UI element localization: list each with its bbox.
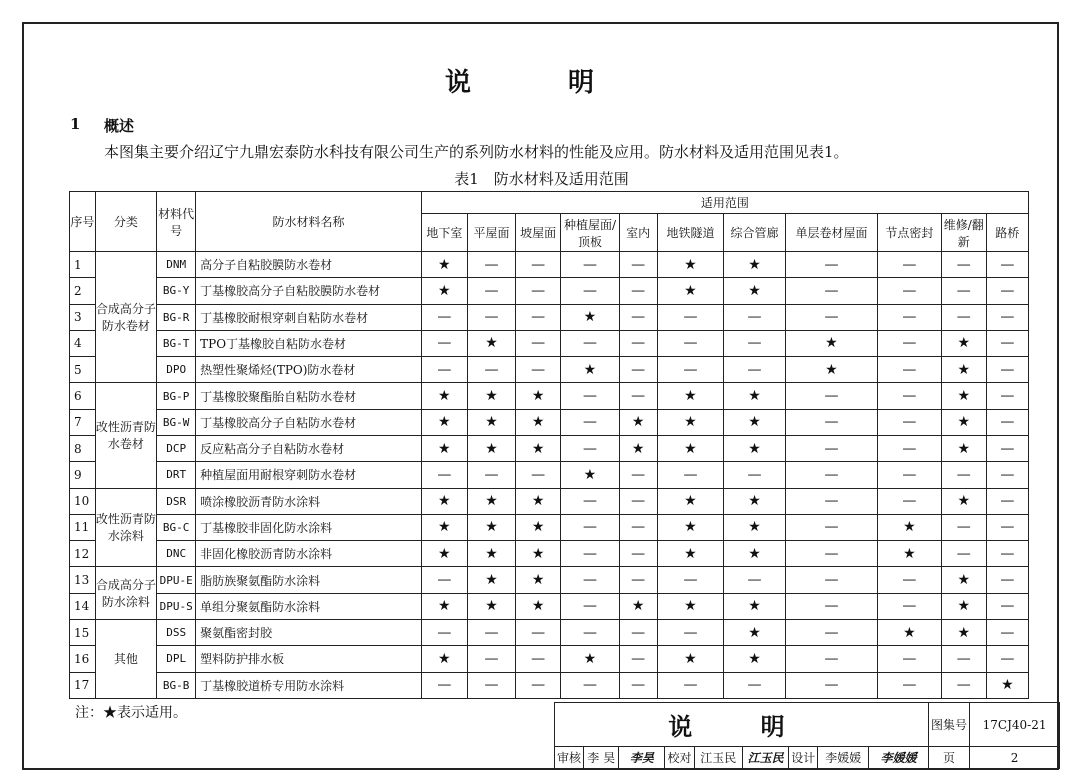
not-applicable-dash: —: [657, 619, 724, 645]
row-category: 合成高分子防水卷材: [95, 252, 157, 383]
not-applicable-dash: —: [467, 646, 515, 672]
not-applicable-dash: —: [421, 330, 467, 356]
not-applicable-dash: —: [878, 593, 942, 619]
page-number: 2: [970, 747, 1060, 769]
not-applicable-dash: —: [986, 541, 1028, 567]
header-seq: 序号: [70, 192, 96, 252]
applicable-star-icon: ★: [467, 409, 515, 435]
row-material-name: 喷涂橡胶沥青防水涂料: [196, 488, 422, 514]
row-material-name: 丁基橡胶道桥专用防水涂料: [196, 672, 422, 699]
not-applicable-dash: —: [941, 304, 986, 330]
not-applicable-dash: —: [421, 462, 467, 488]
row-material-name: 种植屋面用耐根穿刺防水卷材: [196, 462, 422, 488]
not-applicable-dash: —: [878, 357, 942, 383]
not-applicable-dash: —: [516, 619, 561, 645]
not-applicable-dash: —: [785, 383, 877, 409]
not-applicable-dash: —: [421, 672, 467, 699]
row-category: 合成高分子防水涂料: [95, 567, 157, 620]
not-applicable-dash: —: [986, 593, 1028, 619]
table-row: [70, 567, 1029, 593]
not-applicable-dash: —: [516, 252, 561, 278]
not-applicable-dash: —: [516, 330, 561, 356]
applicable-star-icon: ★: [467, 383, 515, 409]
table-row: [70, 252, 1029, 278]
applicable-star-icon: ★: [941, 383, 986, 409]
applicable-star-icon: ★: [724, 646, 786, 672]
row-material-name: 脂肪族聚氨酯防水涂料: [196, 567, 422, 593]
row-material-name: 热塑性聚烯烃(TPO)防水卷材: [196, 357, 422, 383]
row-code: BG-C: [157, 514, 196, 540]
applicable-star-icon: ★: [516, 435, 561, 461]
applicable-star-icon: ★: [421, 488, 467, 514]
table-row: [70, 435, 1029, 461]
row-seq: 16: [70, 646, 96, 672]
not-applicable-dash: —: [619, 304, 657, 330]
table-row: [70, 330, 1029, 356]
applicable-star-icon: ★: [421, 541, 467, 567]
not-applicable-dash: —: [986, 252, 1028, 278]
row-code: DPU-E: [157, 567, 196, 593]
applicable-star-icon: ★: [657, 252, 724, 278]
applicable-star-icon: ★: [724, 593, 786, 619]
row-seq: 10: [70, 488, 96, 514]
applicable-star-icon: ★: [878, 619, 942, 645]
not-applicable-dash: —: [657, 304, 724, 330]
row-seq: 3: [70, 304, 96, 330]
applicable-star-icon: ★: [467, 514, 515, 540]
row-material-name: 单组分聚氨酯防水涂料: [196, 593, 422, 619]
row-seq: 15: [70, 619, 96, 645]
header-scope-1: 平屋面: [467, 214, 515, 252]
check-label: 校对: [665, 747, 694, 769]
not-applicable-dash: —: [467, 672, 515, 699]
not-applicable-dash: —: [878, 278, 942, 304]
applicable-star-icon: ★: [467, 435, 515, 461]
not-applicable-dash: —: [724, 357, 786, 383]
applicable-star-icon: ★: [467, 541, 515, 567]
not-applicable-dash: —: [878, 304, 942, 330]
not-applicable-dash: —: [941, 541, 986, 567]
applicable-star-icon: ★: [785, 357, 877, 383]
applicable-star-icon: ★: [724, 409, 786, 435]
not-applicable-dash: —: [619, 514, 657, 540]
applicable-star-icon: ★: [941, 409, 986, 435]
row-seq: 8: [70, 435, 96, 461]
not-applicable-dash: —: [619, 330, 657, 356]
not-applicable-dash: —: [561, 252, 619, 278]
not-applicable-dash: —: [561, 278, 619, 304]
applicable-star-icon: ★: [561, 646, 619, 672]
checker-signature: 江玉民: [743, 747, 789, 769]
materials-table: [69, 191, 1029, 699]
row-code: DNM: [157, 252, 196, 278]
not-applicable-dash: —: [878, 646, 942, 672]
not-applicable-dash: —: [986, 357, 1028, 383]
not-applicable-dash: —: [724, 330, 786, 356]
applicable-star-icon: ★: [657, 435, 724, 461]
table-row: [70, 672, 1029, 699]
not-applicable-dash: —: [785, 646, 877, 672]
applicable-star-icon: ★: [619, 435, 657, 461]
row-code: BG-Y: [157, 278, 196, 304]
not-applicable-dash: —: [657, 567, 724, 593]
applicable-star-icon: ★: [657, 488, 724, 514]
applicable-star-icon: ★: [941, 330, 986, 356]
row-code: BG-T: [157, 330, 196, 356]
table-note: 注：★表示适用。: [75, 705, 187, 721]
not-applicable-dash: —: [986, 567, 1028, 593]
row-code: BG-P: [157, 383, 196, 409]
applicable-star-icon: ★: [657, 514, 724, 540]
applicable-star-icon: ★: [878, 541, 942, 567]
not-applicable-dash: —: [785, 409, 877, 435]
not-applicable-dash: —: [561, 435, 619, 461]
title-block-title: 说 明: [555, 703, 929, 747]
not-applicable-dash: —: [785, 462, 877, 488]
not-applicable-dash: —: [561, 619, 619, 645]
row-material-name: 丁基橡胶高分子自粘防水卷材: [196, 409, 422, 435]
applicable-star-icon: ★: [467, 593, 515, 619]
not-applicable-dash: —: [724, 462, 786, 488]
not-applicable-dash: —: [878, 252, 942, 278]
not-applicable-dash: —: [878, 435, 942, 461]
not-applicable-dash: —: [986, 646, 1028, 672]
table-row: [70, 514, 1029, 540]
applicable-star-icon: ★: [619, 409, 657, 435]
not-applicable-dash: —: [516, 646, 561, 672]
header-scope-3: 种植屋面/顶板: [561, 214, 619, 252]
applicable-star-icon: ★: [941, 488, 986, 514]
applicable-star-icon: ★: [516, 383, 561, 409]
row-code: DRT: [157, 462, 196, 488]
header-scope: 适用范围: [421, 192, 1028, 214]
not-applicable-dash: —: [785, 619, 877, 645]
not-applicable-dash: —: [657, 357, 724, 383]
row-category: 其他: [95, 619, 157, 698]
applicable-star-icon: ★: [516, 488, 561, 514]
design-label: 设计: [789, 747, 818, 769]
not-applicable-dash: —: [878, 330, 942, 356]
not-applicable-dash: —: [561, 409, 619, 435]
applicable-star-icon: ★: [516, 593, 561, 619]
row-material-name: 高分子自粘胶膜防水卷材: [196, 252, 422, 278]
header-scope-4: 室内: [619, 214, 657, 252]
row-seq: 1: [70, 252, 96, 278]
table-row: [70, 383, 1029, 409]
not-applicable-dash: —: [421, 567, 467, 593]
not-applicable-dash: —: [561, 541, 619, 567]
applicable-star-icon: ★: [561, 462, 619, 488]
not-applicable-dash: —: [785, 252, 877, 278]
atlas-label: 图集号: [928, 703, 969, 747]
applicable-star-icon: ★: [941, 567, 986, 593]
applicable-star-icon: ★: [421, 514, 467, 540]
not-applicable-dash: —: [986, 619, 1028, 645]
row-seq: 14: [70, 593, 96, 619]
row-material-name: 聚氨酯密封胶: [196, 619, 422, 645]
not-applicable-dash: —: [619, 619, 657, 645]
applicable-star-icon: ★: [941, 619, 986, 645]
row-code: DPU-S: [157, 593, 196, 619]
not-applicable-dash: —: [619, 383, 657, 409]
applicable-star-icon: ★: [516, 567, 561, 593]
header-scope-6: 综合管廊: [724, 214, 786, 252]
not-applicable-dash: —: [421, 357, 467, 383]
not-applicable-dash: —: [941, 514, 986, 540]
applicable-star-icon: ★: [619, 593, 657, 619]
applicable-star-icon: ★: [724, 383, 786, 409]
applicable-star-icon: ★: [657, 278, 724, 304]
row-code: DCP: [157, 435, 196, 461]
not-applicable-dash: —: [619, 672, 657, 699]
header-scope-2: 坡屋面: [516, 214, 561, 252]
not-applicable-dash: —: [561, 514, 619, 540]
designer-signature: 李媛媛: [869, 747, 929, 769]
header-scope-9: 维修/翻新: [941, 214, 986, 252]
section-title: 概述: [104, 117, 135, 135]
reviewer-signature: 李昊: [619, 747, 665, 769]
not-applicable-dash: —: [785, 514, 877, 540]
applicable-star-icon: ★: [986, 672, 1028, 699]
applicable-star-icon: ★: [561, 304, 619, 330]
row-seq: 2: [70, 278, 96, 304]
applicable-star-icon: ★: [724, 541, 786, 567]
not-applicable-dash: —: [724, 304, 786, 330]
section-number: 1: [70, 115, 81, 133]
row-code: DSS: [157, 619, 196, 645]
not-applicable-dash: —: [561, 567, 619, 593]
not-applicable-dash: —: [724, 672, 786, 699]
not-applicable-dash: —: [467, 357, 515, 383]
applicable-star-icon: ★: [724, 514, 786, 540]
not-applicable-dash: —: [878, 567, 942, 593]
not-applicable-dash: —: [986, 330, 1028, 356]
applicable-star-icon: ★: [941, 435, 986, 461]
not-applicable-dash: —: [561, 672, 619, 699]
applicable-star-icon: ★: [516, 541, 561, 567]
not-applicable-dash: —: [467, 619, 515, 645]
applicable-star-icon: ★: [724, 488, 786, 514]
not-applicable-dash: —: [561, 383, 619, 409]
not-applicable-dash: —: [561, 488, 619, 514]
atlas-number: 17CJ40-21: [970, 703, 1060, 747]
table-row: [70, 541, 1029, 567]
applicable-star-icon: ★: [421, 435, 467, 461]
page-label: 页: [928, 747, 969, 769]
row-seq: 17: [70, 672, 96, 699]
not-applicable-dash: —: [941, 672, 986, 699]
not-applicable-dash: —: [785, 593, 877, 619]
page-title: 说 明: [444, 68, 639, 98]
applicable-star-icon: ★: [724, 619, 786, 645]
header-category: 分类: [95, 192, 157, 252]
not-applicable-dash: —: [657, 330, 724, 356]
row-seq: 11: [70, 514, 96, 540]
not-applicable-dash: —: [561, 593, 619, 619]
applicable-star-icon: ★: [467, 330, 515, 356]
applicable-star-icon: ★: [421, 593, 467, 619]
not-applicable-dash: —: [619, 646, 657, 672]
not-applicable-dash: —: [986, 383, 1028, 409]
applicable-star-icon: ★: [785, 330, 877, 356]
applicable-star-icon: ★: [516, 409, 561, 435]
row-material-name: 丁基橡胶耐根穿刺自粘防水卷材: [196, 304, 422, 330]
row-code: BG-W: [157, 409, 196, 435]
table-caption: 表1 防水材料及适用范围: [454, 170, 629, 188]
row-category: 改性沥青防水卷材: [95, 383, 157, 488]
header-scope-0: 地下室: [421, 214, 467, 252]
header-name: 防水材料名称: [196, 192, 422, 252]
not-applicable-dash: —: [785, 278, 877, 304]
not-applicable-dash: —: [724, 567, 786, 593]
header-scope-10: 路桥: [986, 214, 1028, 252]
row-code: BG-R: [157, 304, 196, 330]
applicable-star-icon: ★: [467, 488, 515, 514]
table-row: [70, 278, 1029, 304]
applicable-star-icon: ★: [516, 514, 561, 540]
table-row: [70, 462, 1029, 488]
applicable-star-icon: ★: [724, 435, 786, 461]
not-applicable-dash: —: [657, 672, 724, 699]
row-seq: 7: [70, 409, 96, 435]
not-applicable-dash: —: [421, 619, 467, 645]
table-row: [70, 593, 1029, 619]
not-applicable-dash: —: [619, 252, 657, 278]
applicable-star-icon: ★: [467, 567, 515, 593]
not-applicable-dash: —: [467, 462, 515, 488]
not-applicable-dash: —: [986, 488, 1028, 514]
row-code: DPL: [157, 646, 196, 672]
table-row: [70, 409, 1029, 435]
header-scope-7: 单层卷材屋面: [785, 214, 877, 252]
intro-paragraph: 本图集主要介绍辽宁九鼎宏泰防水科技有限公司生产的系列防水材料的性能及应用。防水材料及适用范围见表1。: [104, 143, 849, 161]
table-row: [70, 646, 1029, 672]
applicable-star-icon: ★: [421, 278, 467, 304]
row-seq: 5: [70, 357, 96, 383]
row-seq: 13: [70, 567, 96, 593]
not-applicable-dash: —: [785, 567, 877, 593]
title-block: [554, 702, 1060, 769]
row-category: 改性沥青防水涂料: [95, 488, 157, 567]
not-applicable-dash: —: [878, 409, 942, 435]
applicable-star-icon: ★: [421, 646, 467, 672]
not-applicable-dash: —: [986, 462, 1028, 488]
row-material-name: 丁基橡胶聚酯胎自粘防水卷材: [196, 383, 422, 409]
not-applicable-dash: —: [941, 278, 986, 304]
applicable-star-icon: ★: [724, 278, 786, 304]
applicable-star-icon: ★: [657, 409, 724, 435]
not-applicable-dash: —: [986, 435, 1028, 461]
row-material-name: TPO丁基橡胶自粘防水卷材: [196, 330, 422, 356]
row-code: BG-B: [157, 672, 196, 699]
not-applicable-dash: —: [619, 488, 657, 514]
not-applicable-dash: —: [878, 672, 942, 699]
not-applicable-dash: —: [941, 646, 986, 672]
row-material-name: 丁基橡胶非固化防水涂料: [196, 514, 422, 540]
not-applicable-dash: —: [785, 435, 877, 461]
row-material-name: 丁基橡胶高分子自粘胶膜防水卷材: [196, 278, 422, 304]
applicable-star-icon: ★: [561, 357, 619, 383]
row-seq: 4: [70, 330, 96, 356]
not-applicable-dash: —: [986, 304, 1028, 330]
not-applicable-dash: —: [785, 488, 877, 514]
not-applicable-dash: —: [785, 304, 877, 330]
not-applicable-dash: —: [878, 383, 942, 409]
not-applicable-dash: —: [986, 514, 1028, 540]
not-applicable-dash: —: [986, 409, 1028, 435]
not-applicable-dash: —: [421, 304, 467, 330]
checker-name: 江玉民: [694, 747, 743, 769]
not-applicable-dash: —: [467, 278, 515, 304]
not-applicable-dash: —: [561, 330, 619, 356]
not-applicable-dash: —: [467, 304, 515, 330]
not-applicable-dash: —: [619, 357, 657, 383]
applicable-star-icon: ★: [657, 541, 724, 567]
not-applicable-dash: —: [941, 462, 986, 488]
table-row: [70, 619, 1029, 645]
not-applicable-dash: —: [516, 672, 561, 699]
header-code: 材料代号: [157, 192, 196, 252]
not-applicable-dash: —: [467, 252, 515, 278]
row-seq: 9: [70, 462, 96, 488]
applicable-star-icon: ★: [657, 593, 724, 619]
applicable-star-icon: ★: [657, 383, 724, 409]
row-seq: 12: [70, 541, 96, 567]
applicable-star-icon: ★: [941, 357, 986, 383]
table-row: [70, 304, 1029, 330]
row-code: DSR: [157, 488, 196, 514]
header-scope-5: 地铁隧道: [657, 214, 724, 252]
not-applicable-dash: —: [516, 357, 561, 383]
row-material-name: 反应粘高分子自粘防水卷材: [196, 435, 422, 461]
applicable-star-icon: ★: [724, 252, 786, 278]
applicable-star-icon: ★: [421, 409, 467, 435]
applicable-star-icon: ★: [878, 514, 942, 540]
applicable-star-icon: ★: [421, 383, 467, 409]
not-applicable-dash: —: [619, 541, 657, 567]
row-code: DPO: [157, 357, 196, 383]
not-applicable-dash: —: [785, 672, 877, 699]
not-applicable-dash: —: [516, 304, 561, 330]
not-applicable-dash: —: [619, 462, 657, 488]
table-row: [70, 488, 1029, 514]
not-applicable-dash: —: [516, 462, 561, 488]
not-applicable-dash: —: [986, 278, 1028, 304]
applicable-star-icon: ★: [941, 593, 986, 619]
row-seq: 6: [70, 383, 96, 409]
row-material-name: 塑料防护排水板: [196, 646, 422, 672]
applicable-star-icon: ★: [657, 646, 724, 672]
review-label: 审核: [555, 747, 584, 769]
applicable-star-icon: ★: [421, 252, 467, 278]
header-scope-8: 节点密封: [878, 214, 942, 252]
not-applicable-dash: —: [516, 278, 561, 304]
reviewer-name: 李 昊: [584, 747, 619, 769]
not-applicable-dash: —: [619, 278, 657, 304]
not-applicable-dash: —: [619, 567, 657, 593]
not-applicable-dash: —: [941, 252, 986, 278]
row-material-name: 非固化橡胶沥青防水涂料: [196, 541, 422, 567]
row-code: DNC: [157, 541, 196, 567]
designer-name: 李媛媛: [818, 747, 869, 769]
not-applicable-dash: —: [878, 488, 942, 514]
not-applicable-dash: —: [878, 462, 942, 488]
not-applicable-dash: —: [657, 462, 724, 488]
table-row: [70, 357, 1029, 383]
not-applicable-dash: —: [785, 541, 877, 567]
